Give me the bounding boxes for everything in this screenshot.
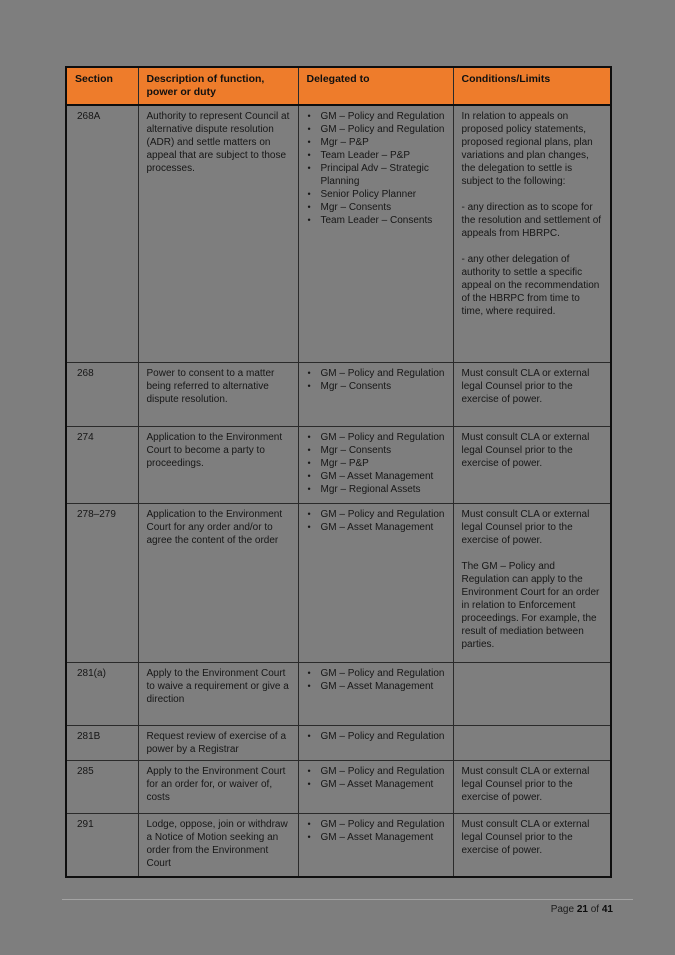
bullet-icon: • <box>307 367 311 378</box>
table-row <box>66 105 611 362</box>
bullet-icon: • <box>307 163 311 173</box>
bullet-icon: • <box>307 150 311 160</box>
delegate-list-item <box>307 188 447 201</box>
bullet-icon: • <box>307 215 311 225</box>
delegate-label: Mgr – Consents <box>320 444 392 456</box>
conditions-cell <box>453 760 611 813</box>
delegate-label: Mgr – Consents <box>320 380 392 392</box>
delegate-list-item <box>307 444 447 457</box>
delegate-list-item <box>307 680 447 693</box>
delegate-list-item <box>307 214 447 227</box>
condition-paragraph: Must consult CLA or external legal Counsel prior to the exercise of power. <box>461 431 590 469</box>
table-body <box>66 105 611 877</box>
conditions-cell <box>453 362 611 426</box>
condition-paragraph: In relation to appeals on proposed policy statements, proposed regional plans, plan variations and plan changes, the delegation to settle is subject to the following: <box>461 111 593 187</box>
delegate-list-item <box>307 470 447 483</box>
description-cell: Apply to the Environment Court to waive a requirement or give a direction <box>138 662 298 725</box>
table-row <box>66 760 611 813</box>
bullet-icon: • <box>307 818 311 829</box>
description-cell: Authority to represent Council at alternative dispute resolution (ADR) and settle matters on appeal that are subject to those processes. <box>138 105 298 362</box>
delegate-list-item <box>307 765 447 778</box>
header-cell-conditions: Conditions/Limits <box>453 67 611 105</box>
condition-paragraph: Must consult CLA or external legal Counsel prior to the exercise of power. <box>461 765 590 803</box>
description-cell: Power to consent to a matter being referred to alternative dispute resolution. <box>138 362 298 426</box>
footer-divider <box>62 899 633 900</box>
conditions-cell <box>453 813 611 877</box>
delegate-label: GM – Policy and Regulation <box>320 508 445 520</box>
bullet-icon: • <box>307 457 311 468</box>
description-cell: Apply to the Environment Court for an order for, or waiver of, costs <box>138 760 298 813</box>
section-cell: 268A <box>66 105 138 362</box>
delegate-list-item <box>307 380 447 393</box>
delegated-to-cell <box>298 426 453 503</box>
bullet-icon: • <box>307 137 311 147</box>
footer-of-label: of <box>590 904 600 915</box>
footer-total-pages: 41 <box>601 904 613 915</box>
section-cell: 291 <box>66 813 138 877</box>
section-cell: 285 <box>66 760 138 813</box>
page-footer <box>62 903 613 916</box>
delegate-label: Mgr – Consents <box>320 202 392 213</box>
condition-paragraph: Must consult CLA or external legal Counsel prior to the exercise of power. <box>461 367 590 405</box>
delegations-table-container <box>65 66 610 878</box>
delegate-label: Mgr – P&P <box>320 457 369 469</box>
condition-paragraph: - any other delegation of authority to settle a specific appeal on the recommendation of the HBRPC from time to time, where required. <box>461 254 600 317</box>
condition-paragraph: - any direction as to scope for the resolution and settlement of appeals from HBRPC. <box>461 202 602 239</box>
bullet-icon: • <box>307 124 311 134</box>
header-cell-delegated-to: Delegated to <box>298 67 453 105</box>
conditions-cell <box>453 426 611 503</box>
delegate-label: Mgr – P&P <box>320 137 369 148</box>
bullet-icon: • <box>307 189 311 199</box>
delegate-list-item <box>307 508 447 521</box>
section-cell: 281(a) <box>66 662 138 725</box>
conditions-cell <box>453 503 611 662</box>
delegate-label: GM – Policy and Regulation <box>320 667 445 679</box>
delegate-list-item <box>307 778 447 791</box>
delegate-list-item <box>307 730 447 743</box>
delegate-label: Mgr – Regional Assets <box>320 483 421 495</box>
delegated-to-cell <box>298 725 453 760</box>
table-row <box>66 503 611 662</box>
description-cell: Application to the Environment Court for any order and/or to agree the content of the order <box>138 503 298 662</box>
bullet-icon: • <box>307 831 311 842</box>
footer-page-number: 21 <box>576 904 588 915</box>
delegate-list-item <box>307 431 447 444</box>
table-row <box>66 813 611 877</box>
delegate-list-item <box>307 201 447 214</box>
table-row <box>66 662 611 725</box>
delegate-label: Principal Adv – Strategic Planning <box>320 163 429 187</box>
delegated-to-cell <box>298 662 453 725</box>
delegate-list-item <box>307 521 447 534</box>
conditions-cell <box>453 725 611 760</box>
delegate-label: GM – Policy and Regulation <box>320 124 445 135</box>
section-cell: 281B <box>66 725 138 760</box>
header-cell-description: Description of function, power or duty <box>138 67 298 105</box>
condition-paragraph: The GM – Policy and Regulation can apply to the Environment Court for an order in relation to Enforcement proceedings. For example, the result of mediation between parties. <box>461 560 600 650</box>
condition-paragraph: Must consult CLA or external legal Counsel prior to the exercise of power. <box>461 818 590 856</box>
bullet-icon: • <box>307 483 311 494</box>
delegate-label: GM – Policy and Regulation <box>320 367 445 379</box>
delegate-list-item <box>307 457 447 470</box>
bullet-icon: • <box>307 521 311 532</box>
delegate-list-item <box>307 667 447 680</box>
bullet-icon: • <box>307 730 311 741</box>
delegate-label: Senior Policy Planner <box>320 189 417 200</box>
delegate-label: GM – Asset Management <box>320 831 434 843</box>
section-cell: 278–279 <box>66 503 138 662</box>
bullet-icon: • <box>307 508 311 519</box>
bullet-icon: • <box>307 778 311 789</box>
delegated-to-cell <box>298 503 453 662</box>
delegate-label: GM – Asset Management <box>320 778 434 790</box>
bullet-icon: • <box>307 765 311 776</box>
section-cell: 268 <box>66 362 138 426</box>
delegated-to-cell <box>298 813 453 877</box>
table-row <box>66 426 611 503</box>
delegate-list-item <box>307 483 447 496</box>
footer-page-label: Page <box>550 904 575 915</box>
bullet-icon: • <box>307 202 311 212</box>
delegate-list-item <box>307 818 447 831</box>
table-row <box>66 725 611 760</box>
description-cell: Lodge, oppose, join or withdraw a Notice of Motion seeking an order from the Environment Court <box>138 813 298 877</box>
delegate-label: GM – Policy and Regulation <box>320 765 445 777</box>
delegate-label: GM – Asset Management <box>320 470 434 482</box>
description-cell: Request review of exercise of a power by a Registrar <box>138 725 298 760</box>
bullet-icon: • <box>307 470 311 481</box>
bullet-icon: • <box>307 444 311 455</box>
conditions-cell <box>453 105 611 362</box>
delegate-label: GM – Asset Management <box>320 521 434 533</box>
delegate-label: GM – Policy and Regulation <box>320 730 445 742</box>
delegated-to-cell <box>298 760 453 813</box>
header-cell-section: Section <box>66 67 138 105</box>
delegate-label: Team Leader – Consents <box>320 215 433 226</box>
delegations-table <box>65 66 612 878</box>
delegate-list-item <box>307 367 447 380</box>
delegate-label: GM – Asset Management <box>320 680 434 692</box>
delegate-list-item <box>307 136 447 149</box>
delegated-to-cell <box>298 362 453 426</box>
delegate-label: GM – Policy and Regulation <box>320 111 445 122</box>
bullet-icon: • <box>307 431 311 442</box>
conditions-cell <box>453 662 611 725</box>
condition-paragraph: Must consult CLA or external legal Counsel prior to the exercise of power. <box>461 508 590 546</box>
delegate-list-item <box>307 162 447 188</box>
table-header-row <box>66 67 611 105</box>
delegate-list-item <box>307 123 447 136</box>
delegate-label: Team Leader – P&P <box>320 150 410 161</box>
delegate-label: GM – Policy and Regulation <box>320 818 445 830</box>
delegate-list-item <box>307 110 447 123</box>
bullet-icon: • <box>307 380 311 391</box>
delegated-to-cell <box>298 105 453 362</box>
delegate-label: GM – Policy and Regulation <box>320 431 445 443</box>
bullet-icon: • <box>307 667 311 678</box>
table-row <box>66 362 611 426</box>
delegate-list-item <box>307 831 447 844</box>
bullet-icon: • <box>307 111 311 121</box>
section-cell: 274 <box>66 426 138 503</box>
bullet-icon: • <box>307 680 311 691</box>
description-cell: Application to the Environment Court to become a party to proceedings. <box>138 426 298 503</box>
delegate-list-item <box>307 149 447 162</box>
